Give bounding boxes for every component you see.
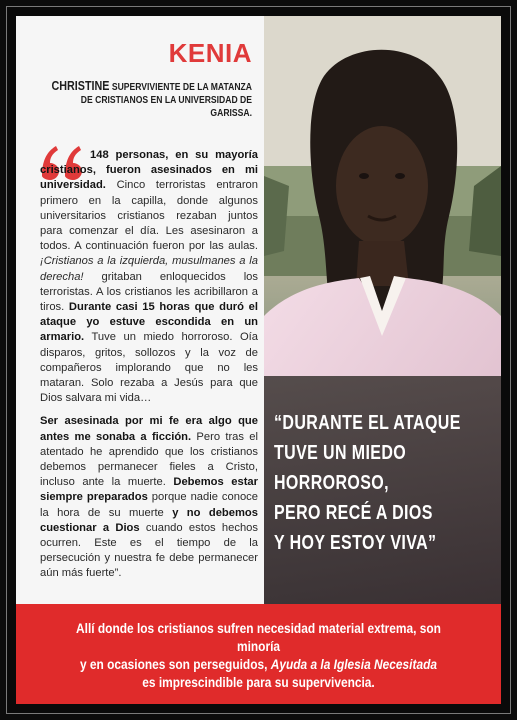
text-run: Tuve un miedo horroroso. Oía disparos, gritos, sollozos y la voz de compañeros implorando que no les mataran. Solo rezaba a Jesús para que Dios salvara mi vida… — [40, 331, 258, 405]
testimony-paragraph-1 — [40, 148, 258, 406]
text-bold: Ser asesinada por mi fe era algo que antes me sonaba a ficción. — [40, 415, 258, 443]
pull-quote-line: TUVE UN MIEDO — [274, 441, 407, 464]
text-run: gritaban enloquecidos los terroristas. A los cristianos les acribillaron a tiros. — [40, 270, 258, 314]
banner-line-2 — [55, 656, 462, 674]
byline — [46, 80, 252, 120]
footer-banner — [16, 604, 501, 704]
text-bold: y no debemos cuestionar a Dios — [40, 506, 258, 534]
text-run: Pero tras el atentado he aprendido que los cristianos debemos permanecer fieles a Cristo, incluso ante la muerte. — [40, 430, 258, 489]
article-card — [16, 16, 501, 704]
text-run: porque nadie conoce la hora de su muerte — [40, 491, 258, 519]
person-name: CHRISTINE — [51, 79, 110, 93]
text-bold: Debemos estar siempre preparados — [40, 476, 258, 504]
pull-quote-line: “DURANTE EL ATAQUE — [274, 411, 461, 434]
pull-quote — [274, 408, 496, 558]
text-column — [16, 16, 264, 604]
person-role-line1: SUPERVIVIENTE DE LA MATANZA — [111, 82, 252, 93]
country-heading: KENIA — [168, 38, 252, 68]
text-bold: 148 personas, en su mayoría cristianos, fueron asesinados en mi universidad. — [40, 149, 258, 192]
pull-quote-line: PERO RECÉ A DIOS — [274, 501, 433, 524]
person-role-line2: DE CRISTIANOS EN LA UNIVERSIDAD DE GARISSA. — [80, 95, 253, 119]
banner-text: y en ocasiones son perseguidos, — [79, 657, 271, 673]
text-italic: ¡Cristianos a la izquierda, musulmanes a la derecha! — [40, 255, 258, 283]
text-run: Cinco terroristas entraron primero en la capilla, donde algunos universitarios cristianos rezaban juntos para comenzar el día. Les asesinaron a todos. A continuación fueron por las aulas. — [40, 179, 258, 253]
pull-quote-line: HORROROSO, — [274, 471, 389, 494]
testimony-text — [40, 148, 258, 582]
banner-line-3: es imprescindible para su supervivencia. — [142, 675, 375, 691]
pull-quote-line: Y HOY ESTOY VIVA” — [274, 531, 437, 554]
text-run: cuando estos hechos ocurren. Este es el tiempo de la persecución y nuestra fe debe permanecer aún más fuerte”. — [40, 521, 259, 580]
banner-line-1: Allí donde los cristianos sufren necesidad material extrema, son minoría — [76, 621, 441, 655]
text-bold: Durante casi 15 horas que duró el ataque yo estuve escondida en un armario. — [40, 301, 258, 344]
testimony-paragraph-2 — [40, 414, 258, 581]
portrait-photo — [264, 16, 501, 604]
organization-name: Ayuda a la Iglesia Necesitada — [270, 657, 437, 673]
